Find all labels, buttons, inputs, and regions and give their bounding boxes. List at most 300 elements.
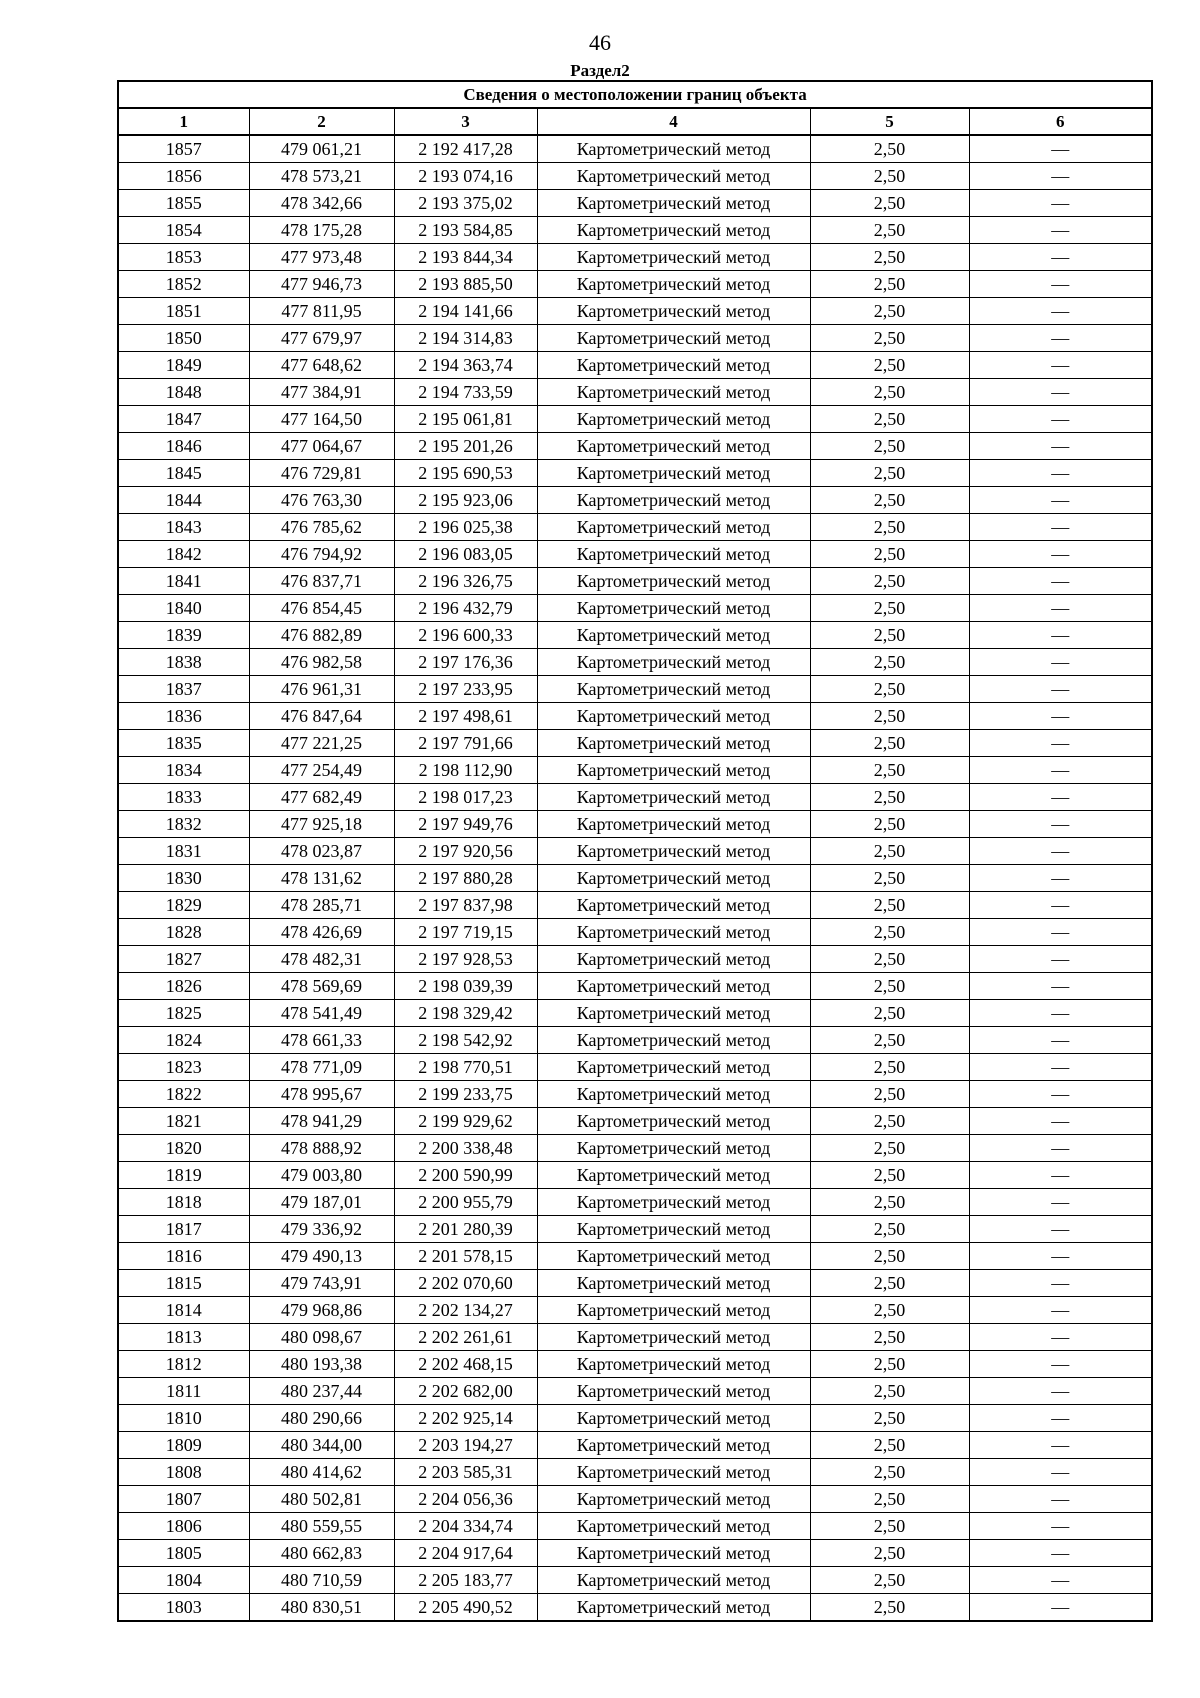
- x-coordinate-cell: 479 490,13: [249, 1243, 394, 1270]
- table-row: [118, 135, 1152, 163]
- table-row: [118, 595, 1152, 622]
- description-cell: —: [969, 298, 1152, 325]
- point-number-cell: 1833: [118, 784, 249, 811]
- y-coordinate-cell: 2 204 056,36: [394, 1486, 537, 1513]
- table-row: [118, 1540, 1152, 1567]
- description-cell: —: [969, 135, 1152, 163]
- y-coordinate-cell: 2 204 917,64: [394, 1540, 537, 1567]
- x-coordinate-cell: 477 164,50: [249, 406, 394, 433]
- accuracy-cell: 2,50: [810, 865, 969, 892]
- x-coordinate-cell: 478 569,69: [249, 973, 394, 1000]
- table-row: [118, 433, 1152, 460]
- method-cell: Картометрический метод: [537, 1432, 810, 1459]
- accuracy-cell: 2,50: [810, 541, 969, 568]
- description-cell: —: [969, 1378, 1152, 1405]
- y-coordinate-cell: 2 203 194,27: [394, 1432, 537, 1459]
- accuracy-cell: 2,50: [810, 1189, 969, 1216]
- point-number-cell: 1827: [118, 946, 249, 973]
- table-row: [118, 1459, 1152, 1486]
- accuracy-cell: 2,50: [810, 1270, 969, 1297]
- table-row: [118, 1108, 1152, 1135]
- accuracy-cell: 2,50: [810, 1081, 969, 1108]
- table-row: [118, 271, 1152, 298]
- accuracy-cell: 2,50: [810, 730, 969, 757]
- accuracy-cell: 2,50: [810, 1432, 969, 1459]
- point-number-cell: 1831: [118, 838, 249, 865]
- method-cell: Картометрический метод: [537, 217, 810, 244]
- method-cell: Картометрический метод: [537, 1162, 810, 1189]
- accuracy-cell: 2,50: [810, 217, 969, 244]
- accuracy-cell: 2,50: [810, 298, 969, 325]
- y-coordinate-cell: 2 200 955,79: [394, 1189, 537, 1216]
- table-row: [118, 325, 1152, 352]
- accuracy-cell: 2,50: [810, 1216, 969, 1243]
- description-cell: —: [969, 1351, 1152, 1378]
- column-number: 2: [249, 108, 394, 135]
- method-cell: Картометрический метод: [537, 1567, 810, 1594]
- point-number-cell: 1807: [118, 1486, 249, 1513]
- point-number-cell: 1842: [118, 541, 249, 568]
- method-cell: Картометрический метод: [537, 244, 810, 271]
- x-coordinate-cell: 480 290,66: [249, 1405, 394, 1432]
- description-cell: —: [969, 919, 1152, 946]
- point-number-cell: 1806: [118, 1513, 249, 1540]
- x-coordinate-cell: 480 559,55: [249, 1513, 394, 1540]
- accuracy-cell: 2,50: [810, 892, 969, 919]
- y-coordinate-cell: 2 197 791,66: [394, 730, 537, 757]
- table-row: [118, 1513, 1152, 1540]
- y-coordinate-cell: 2 195 201,26: [394, 433, 537, 460]
- accuracy-cell: 2,50: [810, 1486, 969, 1513]
- y-coordinate-cell: 2 198 017,23: [394, 784, 537, 811]
- accuracy-cell: 2,50: [810, 1324, 969, 1351]
- x-coordinate-cell: 477 682,49: [249, 784, 394, 811]
- x-coordinate-cell: 476 729,81: [249, 460, 394, 487]
- y-coordinate-cell: 2 197 949,76: [394, 811, 537, 838]
- description-cell: —: [969, 676, 1152, 703]
- method-cell: Картометрический метод: [537, 919, 810, 946]
- point-number-cell: 1830: [118, 865, 249, 892]
- section-title: Раздел2: [570, 61, 630, 80]
- table-row: [118, 676, 1152, 703]
- point-number-cell: 1826: [118, 973, 249, 1000]
- point-number-cell: 1813: [118, 1324, 249, 1351]
- method-cell: Картометрический метод: [537, 1189, 810, 1216]
- point-number-cell: 1849: [118, 352, 249, 379]
- table-caption-row: [118, 81, 1152, 108]
- point-number-cell: 1840: [118, 595, 249, 622]
- table-row: [118, 352, 1152, 379]
- table-row: [118, 406, 1152, 433]
- table-row: [118, 244, 1152, 271]
- method-cell: Картометрический метод: [537, 190, 810, 217]
- y-coordinate-cell: 2 196 083,05: [394, 541, 537, 568]
- accuracy-cell: 2,50: [810, 784, 969, 811]
- x-coordinate-cell: 479 061,21: [249, 135, 394, 163]
- method-cell: Картометрический метод: [537, 1324, 810, 1351]
- accuracy-cell: 2,50: [810, 514, 969, 541]
- method-cell: Картометрический метод: [537, 1378, 810, 1405]
- point-number-cell: 1811: [118, 1378, 249, 1405]
- description-cell: —: [969, 784, 1152, 811]
- table-row: [118, 460, 1152, 487]
- y-coordinate-cell: 2 198 542,92: [394, 1027, 537, 1054]
- accuracy-cell: 2,50: [810, 190, 969, 217]
- accuracy-cell: 2,50: [810, 1027, 969, 1054]
- x-coordinate-cell: 479 003,80: [249, 1162, 394, 1189]
- description-cell: —: [969, 892, 1152, 919]
- description-cell: —: [969, 1540, 1152, 1567]
- description-cell: —: [969, 1054, 1152, 1081]
- y-coordinate-cell: 2 200 590,99: [394, 1162, 537, 1189]
- point-number-cell: 1836: [118, 703, 249, 730]
- point-number-cell: 1805: [118, 1540, 249, 1567]
- description-cell: —: [969, 1108, 1152, 1135]
- page-number: 46: [589, 30, 611, 55]
- x-coordinate-cell: 478 771,09: [249, 1054, 394, 1081]
- accuracy-cell: 2,50: [810, 325, 969, 352]
- table-row: [118, 1054, 1152, 1081]
- x-coordinate-cell: 476 847,64: [249, 703, 394, 730]
- column-number-row: [118, 108, 1152, 135]
- x-coordinate-cell: 480 098,67: [249, 1324, 394, 1351]
- point-number-cell: 1820: [118, 1135, 249, 1162]
- point-number-cell: 1803: [118, 1594, 249, 1622]
- point-number-cell: 1825: [118, 1000, 249, 1027]
- y-coordinate-cell: 2 198 112,90: [394, 757, 537, 784]
- method-cell: Картометрический метод: [537, 811, 810, 838]
- table-row: [118, 649, 1152, 676]
- method-cell: Картометрический метод: [537, 1243, 810, 1270]
- x-coordinate-cell: 477 648,62: [249, 352, 394, 379]
- table-row: [118, 487, 1152, 514]
- point-number-cell: 1837: [118, 676, 249, 703]
- description-cell: —: [969, 838, 1152, 865]
- accuracy-cell: 2,50: [810, 676, 969, 703]
- table-row: [118, 946, 1152, 973]
- y-coordinate-cell: 2 193 844,34: [394, 244, 537, 271]
- x-coordinate-cell: 477 679,97: [249, 325, 394, 352]
- accuracy-cell: 2,50: [810, 1405, 969, 1432]
- x-coordinate-cell: 478 285,71: [249, 892, 394, 919]
- x-coordinate-cell: 477 946,73: [249, 271, 394, 298]
- table-row: [118, 1081, 1152, 1108]
- y-coordinate-cell: 2 196 600,33: [394, 622, 537, 649]
- y-coordinate-cell: 2 202 925,14: [394, 1405, 537, 1432]
- x-coordinate-cell: 480 830,51: [249, 1594, 394, 1622]
- description-cell: —: [969, 811, 1152, 838]
- table-row: [118, 1432, 1152, 1459]
- method-cell: Картометрический метод: [537, 1594, 810, 1622]
- accuracy-cell: 2,50: [810, 811, 969, 838]
- point-number-cell: 1839: [118, 622, 249, 649]
- description-cell: —: [969, 1162, 1152, 1189]
- accuracy-cell: 2,50: [810, 271, 969, 298]
- point-number-cell: 1828: [118, 919, 249, 946]
- method-cell: Картометрический метод: [537, 838, 810, 865]
- table-row: [118, 838, 1152, 865]
- y-coordinate-cell: 2 195 061,81: [394, 406, 537, 433]
- table-row: [118, 919, 1152, 946]
- point-number-cell: 1838: [118, 649, 249, 676]
- accuracy-cell: 2,50: [810, 379, 969, 406]
- point-number-cell: 1810: [118, 1405, 249, 1432]
- x-coordinate-cell: 477 973,48: [249, 244, 394, 271]
- y-coordinate-cell: 2 194 314,83: [394, 325, 537, 352]
- description-cell: —: [969, 325, 1152, 352]
- method-cell: Картометрический метод: [537, 325, 810, 352]
- accuracy-cell: 2,50: [810, 1054, 969, 1081]
- description-cell: —: [969, 541, 1152, 568]
- table-body: [118, 135, 1152, 1621]
- table-row: [118, 730, 1152, 757]
- method-cell: Картометрический метод: [537, 1486, 810, 1513]
- y-coordinate-cell: 2 199 233,75: [394, 1081, 537, 1108]
- description-cell: —: [969, 217, 1152, 244]
- accuracy-cell: 2,50: [810, 1567, 969, 1594]
- x-coordinate-cell: 477 925,18: [249, 811, 394, 838]
- x-coordinate-cell: 480 710,59: [249, 1567, 394, 1594]
- y-coordinate-cell: 2 205 490,52: [394, 1594, 537, 1622]
- table-row: [118, 892, 1152, 919]
- x-coordinate-cell: 478 023,87: [249, 838, 394, 865]
- description-cell: —: [969, 352, 1152, 379]
- x-coordinate-cell: 480 344,00: [249, 1432, 394, 1459]
- y-coordinate-cell: 2 198 039,39: [394, 973, 537, 1000]
- method-cell: Картометрический метод: [537, 1216, 810, 1243]
- column-number: 4: [537, 108, 810, 135]
- table-row: [118, 1270, 1152, 1297]
- method-cell: Картометрический метод: [537, 298, 810, 325]
- accuracy-cell: 2,50: [810, 433, 969, 460]
- description-cell: —: [969, 730, 1152, 757]
- table-caption: Сведения о местоположении границ объекта: [118, 81, 1152, 108]
- table-row: [118, 1594, 1152, 1622]
- table-row: [118, 865, 1152, 892]
- table-row: [118, 1027, 1152, 1054]
- x-coordinate-cell: 478 541,49: [249, 1000, 394, 1027]
- method-cell: Картометрический метод: [537, 1000, 810, 1027]
- x-coordinate-cell: 480 502,81: [249, 1486, 394, 1513]
- method-cell: Картометрический метод: [537, 1054, 810, 1081]
- accuracy-cell: 2,50: [810, 1108, 969, 1135]
- method-cell: Картометрический метод: [537, 730, 810, 757]
- y-coordinate-cell: 2 202 134,27: [394, 1297, 537, 1324]
- accuracy-cell: 2,50: [810, 1513, 969, 1540]
- description-cell: —: [969, 1135, 1152, 1162]
- point-number-cell: 1804: [118, 1567, 249, 1594]
- method-cell: Картометрический метод: [537, 757, 810, 784]
- y-coordinate-cell: 2 202 682,00: [394, 1378, 537, 1405]
- point-number-cell: 1832: [118, 811, 249, 838]
- method-cell: Картометрический метод: [537, 703, 810, 730]
- description-cell: —: [969, 622, 1152, 649]
- point-number-cell: 1843: [118, 514, 249, 541]
- x-coordinate-cell: 479 187,01: [249, 1189, 394, 1216]
- accuracy-cell: 2,50: [810, 1351, 969, 1378]
- x-coordinate-cell: 479 743,91: [249, 1270, 394, 1297]
- x-coordinate-cell: 477 064,67: [249, 433, 394, 460]
- x-coordinate-cell: 477 811,95: [249, 298, 394, 325]
- y-coordinate-cell: 2 194 141,66: [394, 298, 537, 325]
- accuracy-cell: 2,50: [810, 1162, 969, 1189]
- description-cell: —: [969, 1486, 1152, 1513]
- table-row: [118, 541, 1152, 568]
- y-coordinate-cell: 2 196 432,79: [394, 595, 537, 622]
- y-coordinate-cell: 2 200 338,48: [394, 1135, 537, 1162]
- accuracy-cell: 2,50: [810, 1000, 969, 1027]
- description-cell: —: [969, 1081, 1152, 1108]
- x-coordinate-cell: 477 221,25: [249, 730, 394, 757]
- accuracy-cell: 2,50: [810, 946, 969, 973]
- y-coordinate-cell: 2 193 074,16: [394, 163, 537, 190]
- point-number-cell: 1854: [118, 217, 249, 244]
- point-number-cell: 1847: [118, 406, 249, 433]
- point-number-cell: 1857: [118, 135, 249, 163]
- accuracy-cell: 2,50: [810, 757, 969, 784]
- accuracy-cell: 2,50: [810, 1594, 969, 1622]
- method-cell: Картометрический метод: [537, 271, 810, 298]
- method-cell: Картометрический метод: [537, 1405, 810, 1432]
- column-number: 1: [118, 108, 249, 135]
- description-cell: —: [969, 595, 1152, 622]
- x-coordinate-cell: 476 763,30: [249, 487, 394, 514]
- description-cell: —: [969, 1324, 1152, 1351]
- accuracy-cell: 2,50: [810, 1135, 969, 1162]
- y-coordinate-cell: 2 196 326,75: [394, 568, 537, 595]
- method-cell: Картометрический метод: [537, 568, 810, 595]
- x-coordinate-cell: 478 995,67: [249, 1081, 394, 1108]
- method-cell: Картометрический метод: [537, 649, 810, 676]
- method-cell: Картометрический метод: [537, 622, 810, 649]
- point-number-cell: 1835: [118, 730, 249, 757]
- accuracy-cell: 2,50: [810, 1297, 969, 1324]
- x-coordinate-cell: 476 785,62: [249, 514, 394, 541]
- table-row: [118, 622, 1152, 649]
- table-row: [118, 298, 1152, 325]
- point-number-cell: 1855: [118, 190, 249, 217]
- method-cell: Картометрический метод: [537, 676, 810, 703]
- description-cell: —: [969, 406, 1152, 433]
- description-cell: —: [969, 244, 1152, 271]
- y-coordinate-cell: 2 194 363,74: [394, 352, 537, 379]
- x-coordinate-cell: 478 342,66: [249, 190, 394, 217]
- y-coordinate-cell: 2 199 929,62: [394, 1108, 537, 1135]
- point-number-cell: 1809: [118, 1432, 249, 1459]
- method-cell: Картометрический метод: [537, 973, 810, 1000]
- x-coordinate-cell: 478 941,29: [249, 1108, 394, 1135]
- point-number-cell: 1852: [118, 271, 249, 298]
- accuracy-cell: 2,50: [810, 919, 969, 946]
- point-number-cell: 1824: [118, 1027, 249, 1054]
- y-coordinate-cell: 2 195 923,06: [394, 487, 537, 514]
- description-cell: —: [969, 973, 1152, 1000]
- accuracy-cell: 2,50: [810, 135, 969, 163]
- accuracy-cell: 2,50: [810, 1243, 969, 1270]
- column-number: 3: [394, 108, 537, 135]
- method-cell: Картометрический метод: [537, 784, 810, 811]
- y-coordinate-cell: 2 201 280,39: [394, 1216, 537, 1243]
- description-cell: —: [969, 865, 1152, 892]
- table-row: [118, 1405, 1152, 1432]
- point-number-cell: 1821: [118, 1108, 249, 1135]
- table-row: [118, 703, 1152, 730]
- point-number-cell: 1812: [118, 1351, 249, 1378]
- y-coordinate-cell: 2 197 928,53: [394, 946, 537, 973]
- accuracy-cell: 2,50: [810, 460, 969, 487]
- table-row: [118, 379, 1152, 406]
- table-row: [118, 217, 1152, 244]
- point-number-cell: 1814: [118, 1297, 249, 1324]
- method-cell: Картометрический метод: [537, 595, 810, 622]
- accuracy-cell: 2,50: [810, 595, 969, 622]
- table-row: [118, 1189, 1152, 1216]
- x-coordinate-cell: 480 193,38: [249, 1351, 394, 1378]
- y-coordinate-cell: 2 195 690,53: [394, 460, 537, 487]
- description-cell: —: [969, 757, 1152, 784]
- x-coordinate-cell: 478 888,92: [249, 1135, 394, 1162]
- method-cell: Картометрический метод: [537, 946, 810, 973]
- x-coordinate-cell: 478 482,31: [249, 946, 394, 973]
- table-row: [118, 1243, 1152, 1270]
- method-cell: Картометрический метод: [537, 487, 810, 514]
- table-row: [118, 1000, 1152, 1027]
- method-cell: Картометрический метод: [537, 1027, 810, 1054]
- x-coordinate-cell: 478 426,69: [249, 919, 394, 946]
- point-number-cell: 1823: [118, 1054, 249, 1081]
- accuracy-cell: 2,50: [810, 622, 969, 649]
- description-cell: —: [969, 190, 1152, 217]
- x-coordinate-cell: 479 336,92: [249, 1216, 394, 1243]
- table-row: [118, 757, 1152, 784]
- y-coordinate-cell: 2 198 770,51: [394, 1054, 537, 1081]
- description-cell: —: [969, 1513, 1152, 1540]
- y-coordinate-cell: 2 197 837,98: [394, 892, 537, 919]
- point-number-cell: 1851: [118, 298, 249, 325]
- y-coordinate-cell: 2 197 920,56: [394, 838, 537, 865]
- y-coordinate-cell: 2 197 498,61: [394, 703, 537, 730]
- method-cell: Картометрический метод: [537, 514, 810, 541]
- table-row: [118, 1378, 1152, 1405]
- description-cell: —: [969, 1243, 1152, 1270]
- table-row: [118, 784, 1152, 811]
- table-row: [118, 1351, 1152, 1378]
- point-number-cell: 1848: [118, 379, 249, 406]
- accuracy-cell: 2,50: [810, 703, 969, 730]
- x-coordinate-cell: 476 854,45: [249, 595, 394, 622]
- x-coordinate-cell: 480 662,83: [249, 1540, 394, 1567]
- column-number: 6: [969, 108, 1152, 135]
- description-cell: —: [969, 1216, 1152, 1243]
- method-cell: Картометрический метод: [537, 1270, 810, 1297]
- table-row: [118, 190, 1152, 217]
- y-coordinate-cell: 2 202 070,60: [394, 1270, 537, 1297]
- y-coordinate-cell: 2 192 417,28: [394, 135, 537, 163]
- description-cell: —: [969, 433, 1152, 460]
- accuracy-cell: 2,50: [810, 1540, 969, 1567]
- table-row: [118, 1297, 1152, 1324]
- table-row: [118, 568, 1152, 595]
- description-cell: —: [969, 1432, 1152, 1459]
- y-coordinate-cell: 2 196 025,38: [394, 514, 537, 541]
- point-number-cell: 1818: [118, 1189, 249, 1216]
- method-cell: Картометрический метод: [537, 1513, 810, 1540]
- accuracy-cell: 2,50: [810, 352, 969, 379]
- method-cell: Картометрический метод: [537, 433, 810, 460]
- description-cell: —: [969, 271, 1152, 298]
- x-coordinate-cell: 476 882,89: [249, 622, 394, 649]
- point-number-cell: 1844: [118, 487, 249, 514]
